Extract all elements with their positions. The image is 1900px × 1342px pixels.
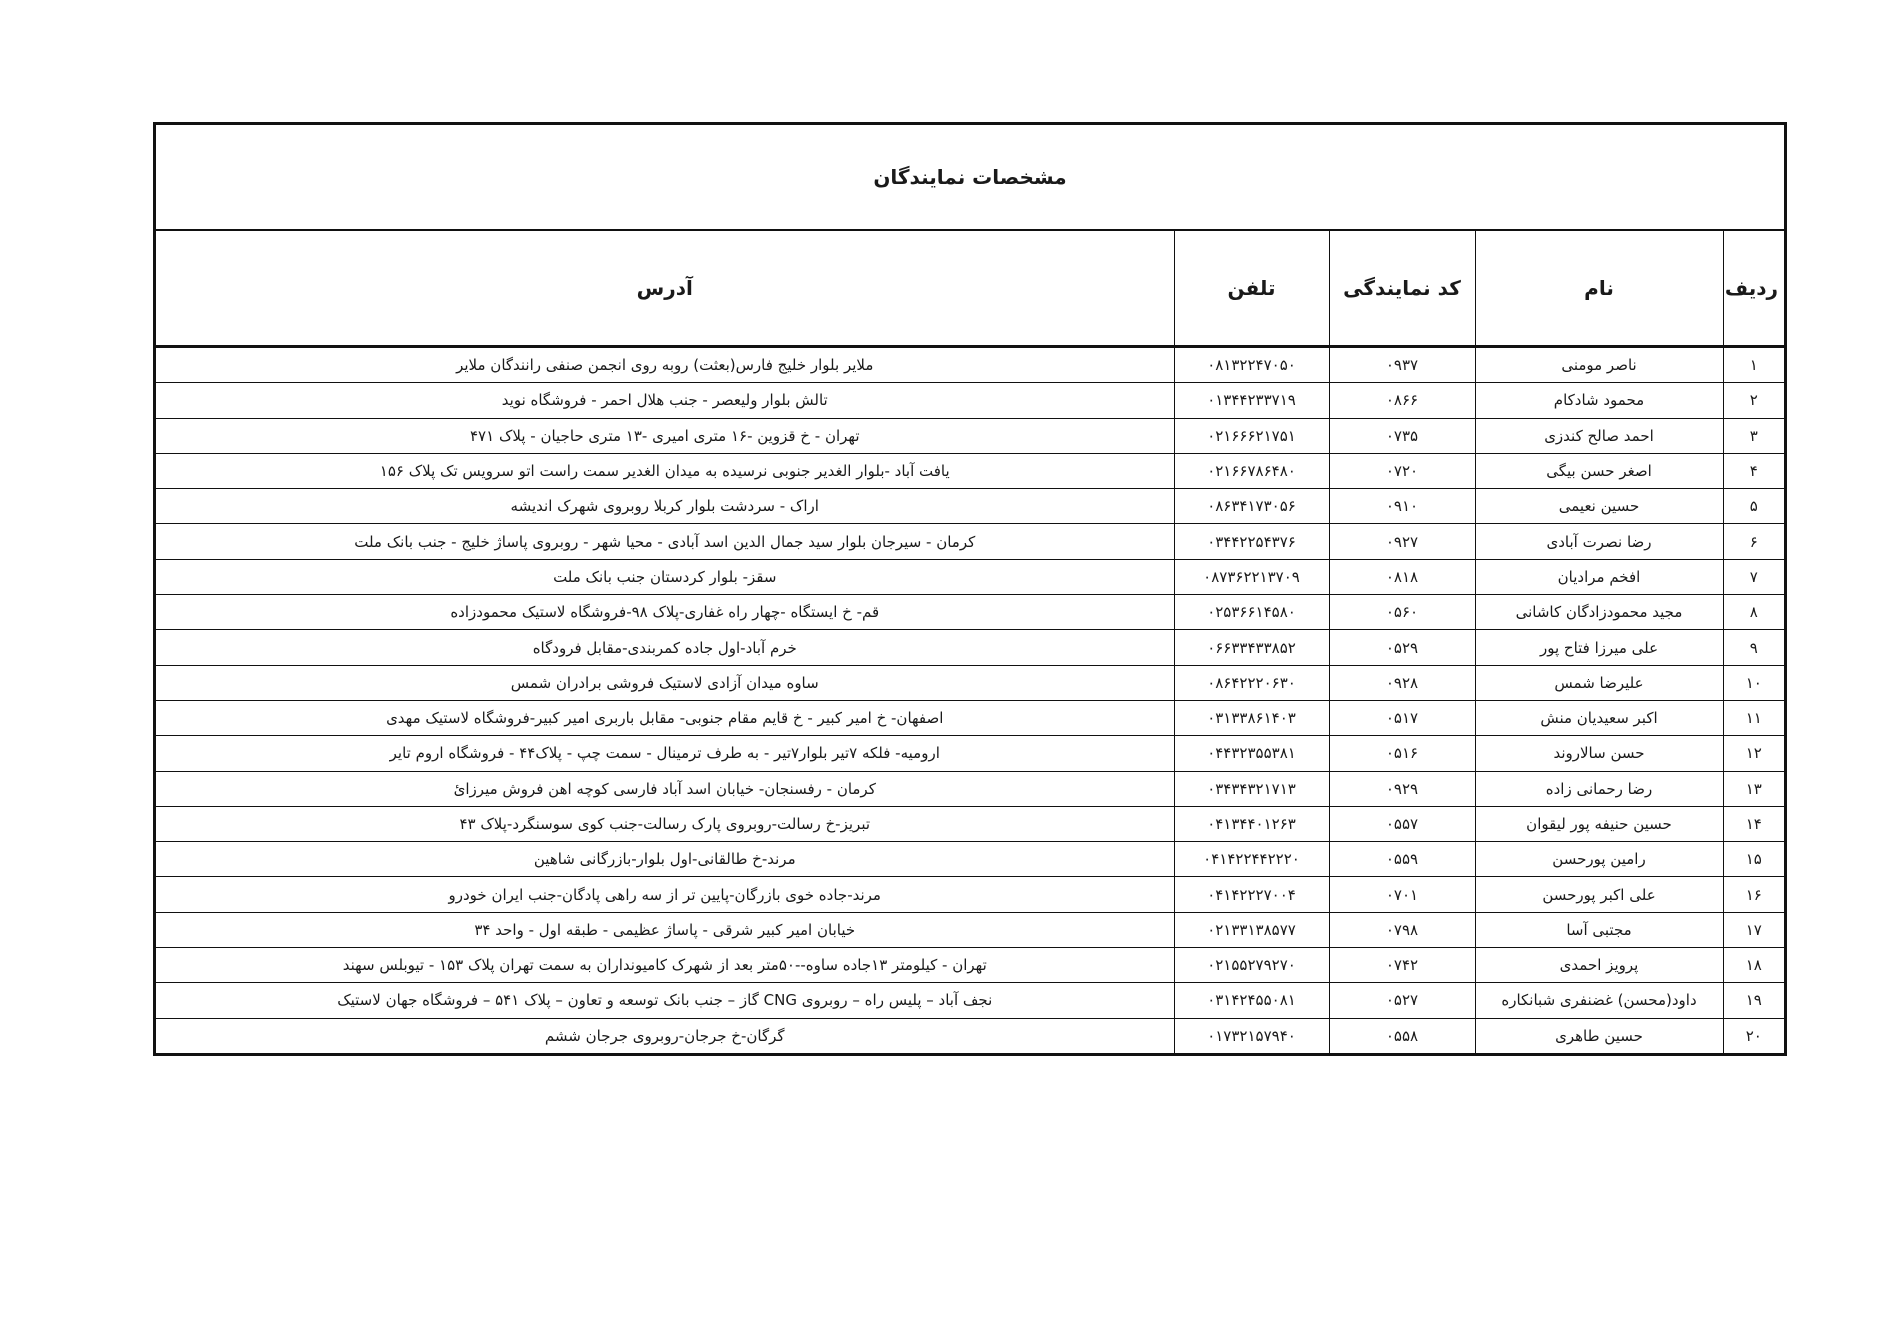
row-number: ۱۰ bbox=[1723, 665, 1784, 700]
header-phone: تلفن bbox=[1174, 231, 1329, 347]
row-number: ۱ bbox=[1723, 347, 1784, 383]
header-name: نام bbox=[1475, 231, 1723, 347]
rep-name: حسین نعیمی bbox=[1475, 489, 1723, 524]
rep-phone: ۰۴۴۳۲۳۵۵۳۸۱ bbox=[1174, 736, 1329, 771]
rep-phone: ۰۳۱۳۳۸۶۱۴۰۳ bbox=[1174, 700, 1329, 735]
rep-phone: ۰۸۶۴۲۲۲۰۶۳۰ bbox=[1174, 665, 1329, 700]
rep-address: تهران - خ قزوین -۱۶ متری امیری -۱۳ متری حاجیان - پلاک ۴۷۱ bbox=[156, 418, 1174, 453]
rep-address: یافت آباد -بلوار الغدیر جنوبی نرسیده به میدان الغدیر سمت راست اتو سرویس تک پلاک ۱۵۶ bbox=[156, 453, 1174, 488]
rep-name: مجید محمودزادگان کاشانی bbox=[1475, 595, 1723, 630]
table-row bbox=[156, 418, 1784, 453]
table-row bbox=[156, 559, 1784, 594]
row-number: ۱۹ bbox=[1723, 983, 1784, 1018]
rep-code: ۰۵۵۹ bbox=[1329, 842, 1475, 877]
rep-phone: ۰۱۳۴۴۲۳۳۷۱۹ bbox=[1174, 383, 1329, 418]
row-number: ۱۸ bbox=[1723, 948, 1784, 983]
row-number: ۱۱ bbox=[1723, 700, 1784, 735]
rep-address: تبریز-خ رسالت-روبروی پارک رسالت-جنب کوی سوسنگرد-پلاک ۴۳ bbox=[156, 806, 1174, 841]
rep-phone: ۰۴۱۴۲۲۴۴۲۲۲۰ bbox=[1174, 842, 1329, 877]
rep-code: ۰۹۲۷ bbox=[1329, 524, 1475, 559]
table-row bbox=[156, 489, 1784, 524]
header-row-number: ردیف bbox=[1723, 231, 1784, 347]
row-number: ۳ bbox=[1723, 418, 1784, 453]
table-header-row bbox=[156, 231, 1784, 347]
row-number: ۱۴ bbox=[1723, 806, 1784, 841]
rep-address: خرم آباد-اول جاده کمربندی-مقابل فرودگاه bbox=[156, 630, 1174, 665]
rep-address: اصفهان- خ امیر کبیر - خ قایم مقام جنوبی- مقابل باربری امیر کبیر-فروشگاه لاستیک مهدی bbox=[156, 700, 1174, 735]
rep-phone: ۰۸۷۳۶۲۲۱۳۷۰۹ bbox=[1174, 559, 1329, 594]
row-number: ۱۳ bbox=[1723, 771, 1784, 806]
rep-code: ۰۵۵۸ bbox=[1329, 1018, 1475, 1053]
rep-code: ۰۸۱۸ bbox=[1329, 559, 1475, 594]
rep-code: ۰۹۳۷ bbox=[1329, 347, 1475, 383]
rep-code: ۰۵۵۷ bbox=[1329, 806, 1475, 841]
rep-address: سقز- بلوار کردستان جنب بانک ملت bbox=[156, 559, 1174, 594]
rep-code: ۰۸۶۶ bbox=[1329, 383, 1475, 418]
table-row bbox=[156, 736, 1784, 771]
rep-address: ملایر بلوار خلیج فارس(بعثت) روبه روی انجمن صنفی رانندگان ملایر bbox=[156, 347, 1174, 383]
rep-code: ۰۷۹۸ bbox=[1329, 912, 1475, 947]
table-row bbox=[156, 524, 1784, 559]
page-title: مشخصات نمایندگان bbox=[156, 125, 1784, 231]
row-number: ۶ bbox=[1723, 524, 1784, 559]
rep-name: مجتبی آسا bbox=[1475, 912, 1723, 947]
rep-name: رضا رحمانی زاده bbox=[1475, 771, 1723, 806]
rep-code: ۰۵۱۶ bbox=[1329, 736, 1475, 771]
row-number: ۲۰ bbox=[1723, 1018, 1784, 1053]
rep-name: اکبر سعیدیان منش bbox=[1475, 700, 1723, 735]
rep-phone: ۰۲۱۶۶۷۸۶۴۸۰ bbox=[1174, 453, 1329, 488]
table-row bbox=[156, 700, 1784, 735]
rep-address: کرمان - سیرجان بلوار سید جمال الدین اسد آبادی - محیا شهر - روبروی پاساژ خلیج - جنب بانک ملت bbox=[156, 524, 1174, 559]
table-row bbox=[156, 665, 1784, 700]
rep-name: اصغر حسن بیگی bbox=[1475, 453, 1723, 488]
rep-phone: ۰۴۱۳۴۴۰۱۲۶۳ bbox=[1174, 806, 1329, 841]
table-body bbox=[156, 347, 1784, 1053]
table-row bbox=[156, 771, 1784, 806]
table-row bbox=[156, 842, 1784, 877]
rep-name: حسین حنیفه پور لیقوان bbox=[1475, 806, 1723, 841]
table-row bbox=[156, 877, 1784, 912]
rep-code: ۰۵۶۰ bbox=[1329, 595, 1475, 630]
rep-name: داود(محسن) غضنفری شبانکاره bbox=[1475, 983, 1723, 1018]
rep-address: تهران - کیلومتر ۱۳جاده ساوه--۵۰متر بعد از شهرک کامیونداران به سمت تهران پلاک ۱۵۳ - تیوبلس سهند bbox=[156, 948, 1174, 983]
rep-address: ساوه میدان آزادی لاستیک فروشی برادران شمس bbox=[156, 665, 1174, 700]
rep-code: ۰۹۱۰ bbox=[1329, 489, 1475, 524]
rep-phone: ۰۲۵۳۶۶۱۴۵۸۰ bbox=[1174, 595, 1329, 630]
rep-address: قم- خ ایستگاه -چهار راه غفاری-پلاک ۹۸-فروشگاه لاستیک محمودزاده bbox=[156, 595, 1174, 630]
table-row bbox=[156, 1018, 1784, 1053]
rep-address: ارومیه- فلکه ۷تیر بلوار۷تیر - به طرف ترمینال - سمت چپ - پلاک۴۴ - فروشگاه اروم تایر bbox=[156, 736, 1174, 771]
row-number: ۲ bbox=[1723, 383, 1784, 418]
table-row bbox=[156, 595, 1784, 630]
rep-name: رامین پورحسن bbox=[1475, 842, 1723, 877]
rep-name: حسین طاهری bbox=[1475, 1018, 1723, 1053]
rep-code: ۰۷۴۲ bbox=[1329, 948, 1475, 983]
row-number: ۱۲ bbox=[1723, 736, 1784, 771]
rep-name: افخم مرادیان bbox=[1475, 559, 1723, 594]
table-row bbox=[156, 630, 1784, 665]
rep-name: رضا نصرت آبادی bbox=[1475, 524, 1723, 559]
rep-name: حسن سالاروند bbox=[1475, 736, 1723, 771]
rep-phone: ۰۲۱۵۵۲۷۹۲۷۰ bbox=[1174, 948, 1329, 983]
rep-phone: ۰۸۶۳۴۱۷۳۰۵۶ bbox=[1174, 489, 1329, 524]
rep-name: ناصر مومنی bbox=[1475, 347, 1723, 383]
rep-address: خیابان امیر کبیر شرقی - پاساژ عظیمی - طبقه اول - واحد ۳۴ bbox=[156, 912, 1174, 947]
rep-address: تالش بلوار ولیعصر - جنب هلال احمر - فروشگاه نوید bbox=[156, 383, 1174, 418]
rep-address: نجف آباد – پلیس راه – روبروی CNG گاز – جنب بانک توسعه و تعاون – پلاک ۵۴۱ – فروشگاه جهان لاستیک bbox=[156, 983, 1174, 1018]
rep-address: گرگان-خ جرجان-روبروی جرجان ششم bbox=[156, 1018, 1174, 1053]
rep-phone: ۰۳۴۴۲۲۵۴۳۷۶ bbox=[1174, 524, 1329, 559]
rep-address: اراک - سردشت بلوار کربلا روبروی شهرک اندیشه bbox=[156, 489, 1174, 524]
rep-code: ۰۷۲۰ bbox=[1329, 453, 1475, 488]
rep-name: علی اکبر پورحسن bbox=[1475, 877, 1723, 912]
rep-code: ۰۷۰۱ bbox=[1329, 877, 1475, 912]
table-row bbox=[156, 347, 1784, 383]
table-row bbox=[156, 983, 1784, 1018]
rep-address: مرند-جاده خوی بازرگان-پایین تر از سه راهی پادگان-جنب ایران خودرو bbox=[156, 877, 1174, 912]
rep-name: احمد صالح کندزی bbox=[1475, 418, 1723, 453]
table-row bbox=[156, 948, 1784, 983]
header-address: آدرس bbox=[156, 231, 1174, 347]
table-row bbox=[156, 806, 1784, 841]
table-row bbox=[156, 453, 1784, 488]
rep-phone: ۰۳۴۳۴۳۲۱۷۱۳ bbox=[1174, 771, 1329, 806]
row-number: ۹ bbox=[1723, 630, 1784, 665]
rep-name: محمود شادکام bbox=[1475, 383, 1723, 418]
rep-phone: ۰۳۱۴۲۴۵۵۰۸۱ bbox=[1174, 983, 1329, 1018]
rep-phone: ۰۲۱۶۶۶۲۱۷۵۱ bbox=[1174, 418, 1329, 453]
table-row bbox=[156, 912, 1784, 947]
rep-phone: ۰۲۱۳۳۱۳۸۵۷۷ bbox=[1174, 912, 1329, 947]
rep-code: ۰۵۲۹ bbox=[1329, 630, 1475, 665]
row-number: ۷ bbox=[1723, 559, 1784, 594]
table-row bbox=[156, 383, 1784, 418]
rep-phone: ۰۱۷۳۲۱۵۷۹۴۰ bbox=[1174, 1018, 1329, 1053]
rep-code: ۰۵۲۷ bbox=[1329, 983, 1475, 1018]
rep-name: پرویز احمدی bbox=[1475, 948, 1723, 983]
rep-address: مرند-خ طالقانی-اول بلوار-بازرگانی شاهین bbox=[156, 842, 1174, 877]
rep-phone: ۰۸۱۳۲۲۴۷۰۵۰ bbox=[1174, 347, 1329, 383]
rep-code: ۰۷۳۵ bbox=[1329, 418, 1475, 453]
row-number: ۱۷ bbox=[1723, 912, 1784, 947]
header-code: کد نمایندگی bbox=[1329, 231, 1475, 347]
row-number: ۱۶ bbox=[1723, 877, 1784, 912]
rep-address: کرمان - رفسنجان- خیابان اسد آباد فارسی کوچه اهن فروش میرزائ bbox=[156, 771, 1174, 806]
rep-code: ۰۹۲۸ bbox=[1329, 665, 1475, 700]
rep-code: ۰۵۱۷ bbox=[1329, 700, 1475, 735]
row-number: ۵ bbox=[1723, 489, 1784, 524]
representatives-sheet bbox=[153, 122, 1787, 1056]
rep-phone: ۰۴۱۴۲۲۲۷۰۰۴ bbox=[1174, 877, 1329, 912]
row-number: ۴ bbox=[1723, 453, 1784, 488]
representatives-table bbox=[156, 231, 1784, 1053]
row-number: ۸ bbox=[1723, 595, 1784, 630]
rep-name: علی میرزا فتاح پور bbox=[1475, 630, 1723, 665]
rep-code: ۰۹۲۹ bbox=[1329, 771, 1475, 806]
row-number: ۱۵ bbox=[1723, 842, 1784, 877]
rep-phone: ۰۶۶۳۳۴۳۳۸۵۲ bbox=[1174, 630, 1329, 665]
rep-name: علیرضا شمس bbox=[1475, 665, 1723, 700]
